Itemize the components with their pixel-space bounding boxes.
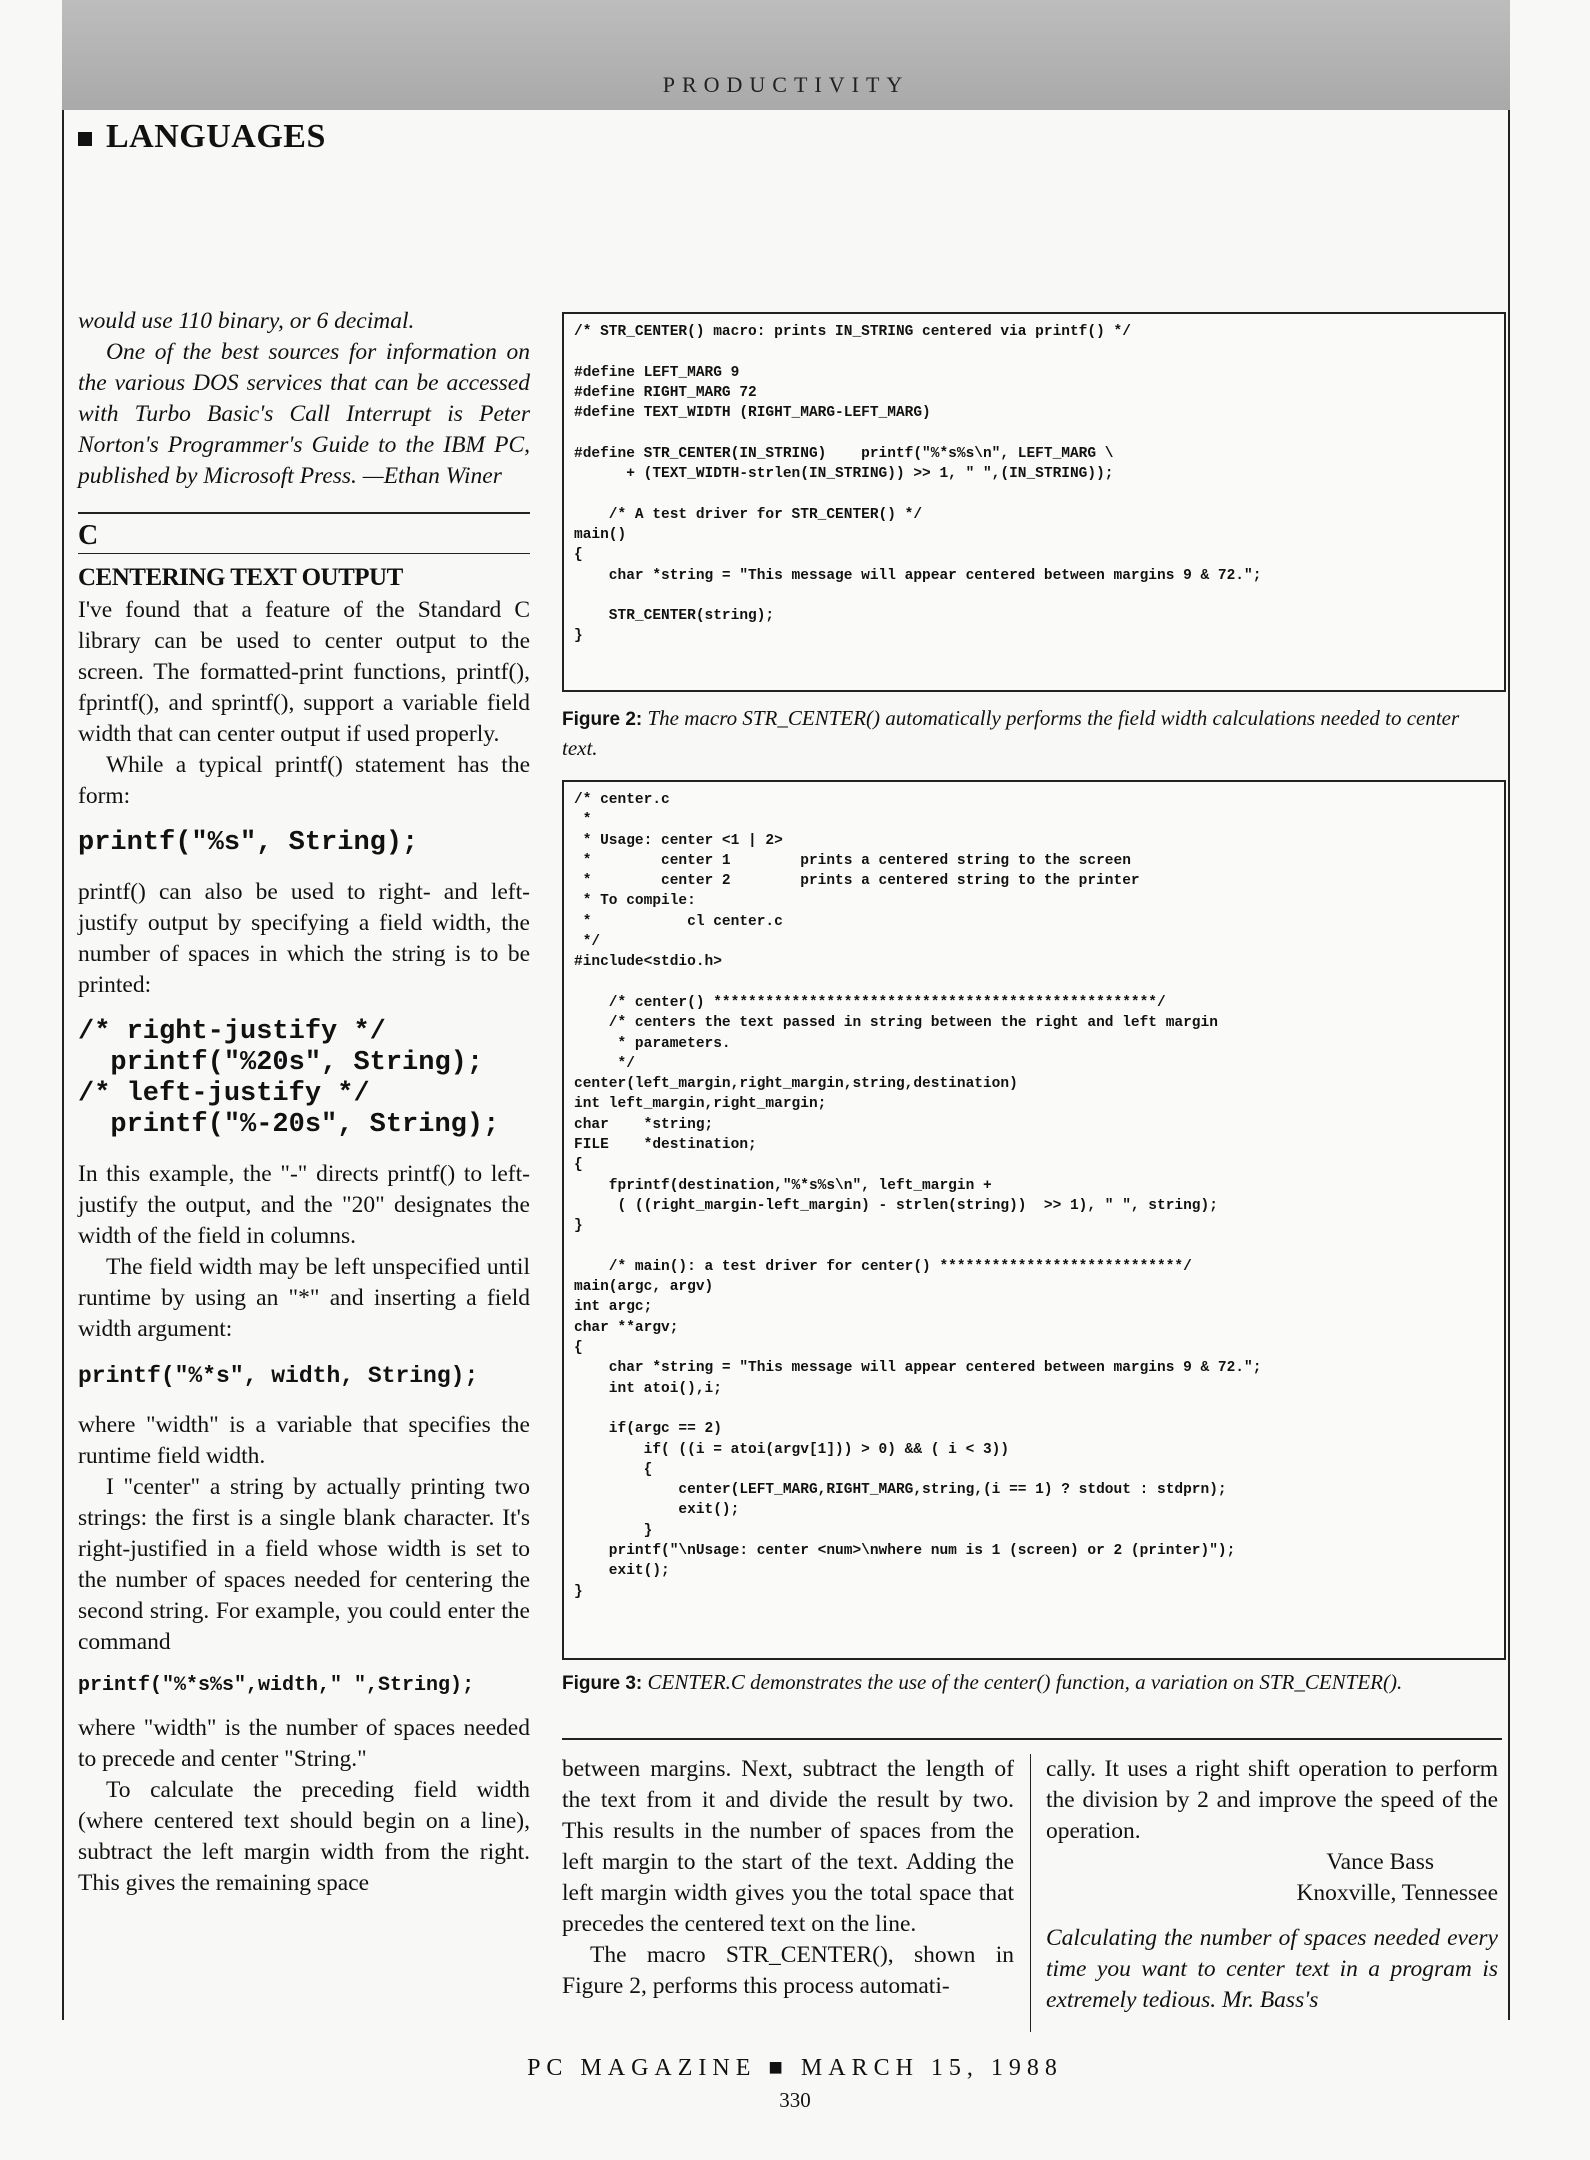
code-snippet: /* right-justify */ printf("%20s", String); /* left-justify */ printf("%-20s", String); [78, 1017, 500, 1140]
code-snippet: printf("%*s%s",width," ",String); [78, 1674, 475, 1697]
figure-2-caption [562, 704, 1492, 762]
page-number: 330 [779, 2088, 811, 2112]
section-heading-text: LANGUAGES [106, 118, 326, 155]
banner-label: PRODUCTIVITY [662, 72, 910, 97]
frame-right-rule [1508, 110, 1510, 2020]
paragraph: cally. It uses a right shift operation to perform the division by 2 and improve the speed of the operation. [1046, 1756, 1498, 1844]
divider [78, 553, 530, 554]
section-heading [78, 118, 326, 156]
frame-left-rule [62, 110, 64, 2020]
section-banner [62, 0, 1510, 110]
paragraph: I "center" a string by actually printing two strings: the first is a single blank character. It's right-justified in a field whose width is set to the number of spaces needed for centering the second string. For example, you could enter the command [78, 1474, 530, 1655]
caption-text: CENTER.C demonstrates the use of the center() function, a variation on STR_CENTER(). [647, 1670, 1403, 1694]
footer-magazine: PC MAGAZINE ■ MARCH 15, 1988 [527, 2055, 1063, 2081]
caption-text: The macro STR_CENTER() automatically performs the field width calculations needed to center text. [562, 706, 1460, 760]
figure-label: Figure 2: [562, 709, 643, 730]
column-divider [1030, 1754, 1031, 2032]
paragraph: The macro STR_CENTER(), shown in Figure 2, performs this process automati- [562, 1942, 1014, 1999]
paragraph: where "width" is a variable that specifies the runtime field width. [78, 1412, 530, 1469]
paragraph: While a typical printf() statement has the form: [78, 752, 530, 809]
paragraph: The field width may be left unspecified until runtime by using an "*" and inserting a field width argument: [78, 1254, 530, 1342]
right-column [1046, 1754, 1498, 2016]
figure-2-code: /* STR_CENTER() macro: prints IN_STRING centered via printf() */ #define LEFT_MARG 9 #define RIGHT_MARG 72 #define TEXT_WIDTH (RIGHT_MARG-LEFT_MARG) #define STR_CENTER(IN_STRING) printf("%*s%s\n", LEFT_MARG \ + (TEXT_WIDTH-strlen(IN_STRING)) >> 1, " ",(IN_STRING)); /* A test driver for STR_CENTER() */ main() { char *string = "This message will appear centered between margins 9 & 72."; STR_CENTER(string); } [562, 312, 1506, 692]
paragraph: printf() can also be used to right- and left-justify output by specifying a field width, the number of spaces in which the string is to be printed: [78, 879, 530, 998]
code-snippet: printf("%*s", width, String); [78, 1363, 479, 1389]
article-title: CENTERING TEXT OUTPUT [78, 564, 403, 591]
divider [78, 512, 530, 514]
paragraph: In this example, the "-" directs printf() to left-justify the output, and the "20" designates the width of the field in columns. [78, 1161, 530, 1249]
divider [562, 1738, 1502, 1740]
bullet-square-icon [78, 132, 92, 146]
paragraph: between margins. Next, subtract the length of the text from it and divide the result by two. This results in the number of spaces from the left margin to the start of the text. Adding the left margin width gives you the total space that precedes the centered text on the line. [562, 1756, 1014, 1937]
category-label: C [78, 520, 99, 551]
code-snippet: printf("%s", String); [78, 828, 419, 858]
paragraph: To calculate the preceding field width (where centered text should begin on a line), subtract the left margin width from the right. This gives the remaining space [78, 1777, 530, 1896]
figure-3-caption [562, 1668, 1492, 1698]
author-location: Knoxville, Tennessee [1296, 1880, 1498, 1906]
paragraph: One of the best sources for information on the various DOS services that can be accessed with Turbo Basic's Call Interrupt is Peter Norton's Programmer's Guide to the IBM PC, published by Microsoft Press. —Ethan Winer [78, 339, 530, 489]
author-name: Vance Bass [1326, 1849, 1434, 1875]
paragraph: Calculating the number of spaces needed every time you want to center text in a program is extremely tedious. Mr. Bass's [1046, 1925, 1498, 2013]
figure-label: Figure 3: [562, 1673, 643, 1694]
middle-column [562, 1754, 1014, 2002]
figure-3-code: /* center.c * * Usage: center <1 | 2> * center 1 prints a centered string to the screen * center 2 prints a centered string to the printer * To compile: * cl center.c */ #include<stdio.h> /* center() ***************************************************/ /* centers the text passed in string between the right and left margin * parameters. */ center(left_margin,right_margin,string,destination) int left_margin,right_margin; char *string; FILE *destination; { fprintf(destination,"%*s%s\n", left_margin + ( ((right_margin-left_margin) - strlen(string)) >> 1), " ", string); } /* main(): a test driver for center() ****************************/ main(argc, argv) int argc; char **argv; { char *string = "This message will appear centered between margins 9 & 72."; int atoi(),i; if(argc == 2) if( ((i = atoi(argv[1])) > 0) && ( i < 3)) { center(LEFT_MARG,RIGHT_MARG,string,(i == 1) ? stdout : stdprn); exit(); } printf("\nUsage: center <num>\nwhere num is 1 (screen) or 2 (printer)"); exit(); } [562, 780, 1506, 1660]
left-column [78, 306, 530, 1899]
paragraph: would use 110 binary, or 6 decimal. [78, 308, 415, 334]
paragraph: where "width" is the number of spaces needed to precede and center "String." [78, 1715, 530, 1772]
paragraph: I've found that a feature of the Standard C library can be used to center output to the screen. The formatted-print functions, printf(), fprintf(), and sprintf(), support a variable field width that can center output if used properly. [78, 597, 530, 747]
